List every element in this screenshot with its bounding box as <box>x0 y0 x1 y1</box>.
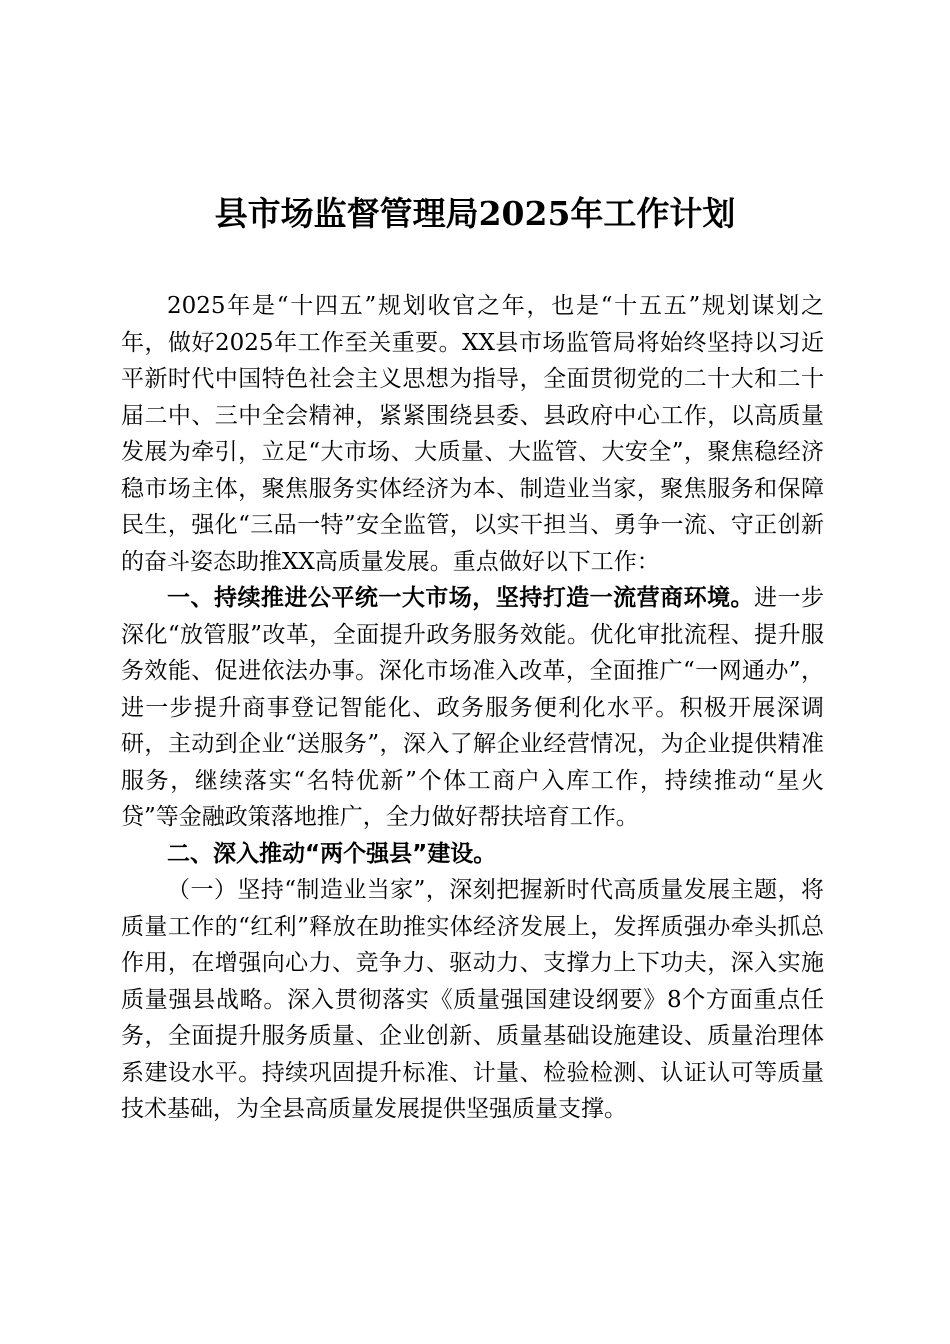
section-2-sub1-paragraph: （一）坚持“制造业当家”，深刻把握新时代高质量发展主题，将质量工作的“红利”释放在助推实体经济发展上，发挥质强办牵头抓总作用，在增强向心力、竞争力、驱动力、支撑力上下功夫，深入实施质量强县战略。深入贯彻落实《质量强国建设纲要》8个方面重点任务，全面提升服务质量、企业创新、质量基础设施建设、质量治理体系建设水平。持续巩固提升标准、计量、检验检测、认证认可等质量技术基础，为全县高质量发展提供坚强质量支撑。 <box>121 877 824 1122</box>
document-title: 县市场监督管理局2025年工作计划 <box>214 194 736 233</box>
section-1-heading: 一、持续推进公平统一大市场，坚持打造一流营商环境。 <box>167 585 755 611</box>
section-1-paragraph <box>121 580 824 836</box>
intro-paragraph: 2025年是“十四五”规划收官之年，也是“十五五”规划谋划之年，做好2025年工作至关重要。XX县市场监管局将始终坚持以习近平新时代中国特色社会主义思想为指导，全面贯彻党的二十大和二十届二中、三中全会精神，紧紧围绕县委、县政府中心工作，以高质量发展为牵引，立足“大市场、大质量、大监管、大安全”，聚焦稳经济稳市场主体，聚焦服务实体经济为本、制造业当家，聚焦服务和保障民生，强化“三品一特”安全监管，以实干担当、勇争一流、守正创新的奋斗姿态助推XX高质量发展。重点做好以下工作： <box>121 293 824 575</box>
section-1-text: 进一步深化“放管服”改革，全面提升政务服务效能。优化审批流程、提升服务效能、促进依法办事。深化市场准入改革，全面推广“一网通办”，进一步提升商事登记智能化、政务服务便利化水平。积极开展深调研，主动到企业“送服务”，深入了解企业经营情况，为企业提供精准服务，继续落实“名特优新”个体工商户入库工作，持续推动“星火贷”等金融政策落地推广，全力做好帮扶培育工作。 <box>121 585 825 830</box>
document-body <box>121 288 824 1128</box>
section-2-heading: 二、深入推动“两个强县”建设。 <box>167 840 497 867</box>
